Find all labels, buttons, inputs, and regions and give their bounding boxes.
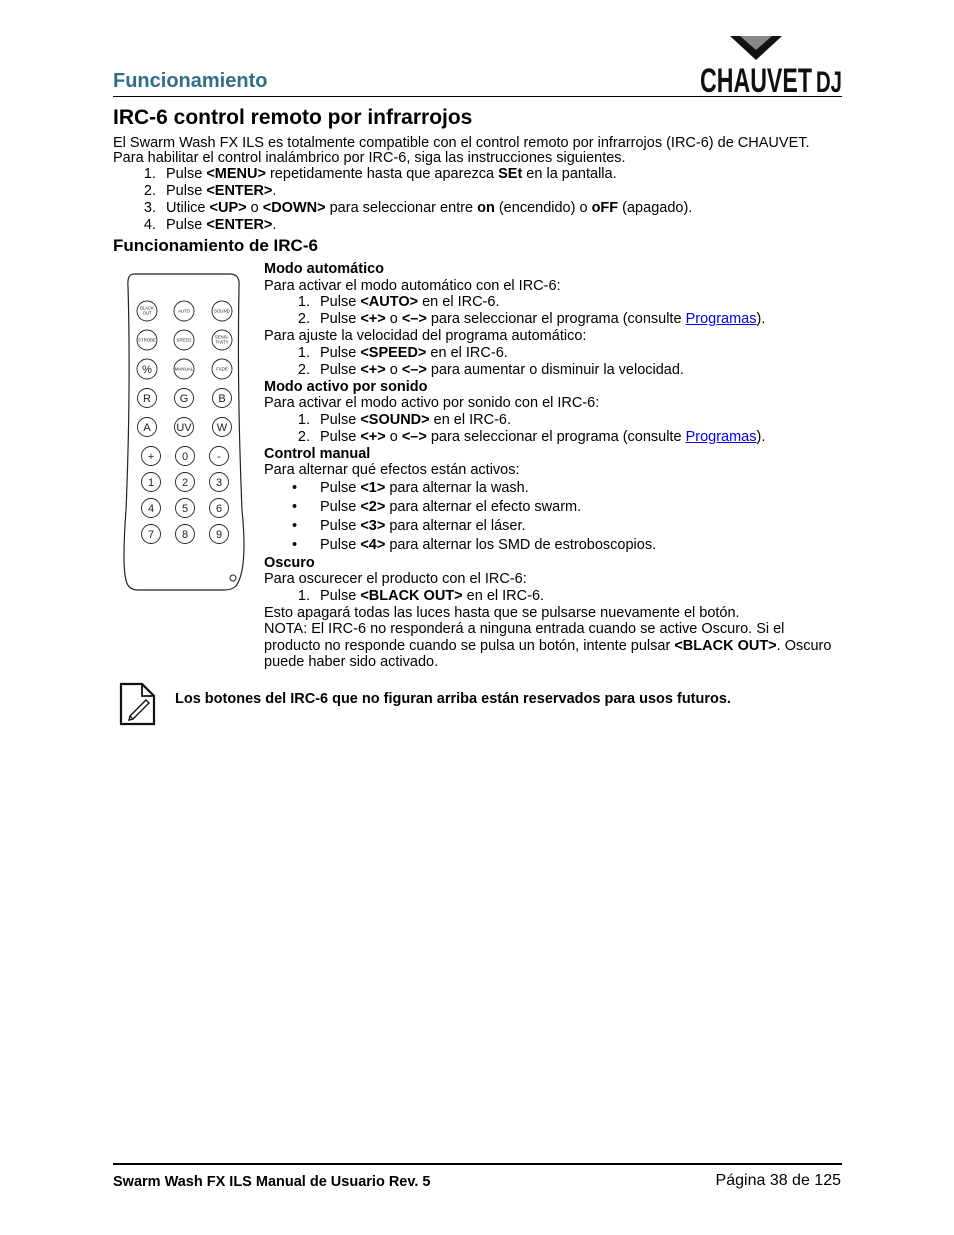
- list-item: [292, 412, 844, 429]
- list-item: [292, 429, 844, 446]
- remote-key-label: 5: [181, 503, 189, 515]
- note-pencil-icon: [118, 682, 158, 726]
- page-title: IRC-6 control remoto por infrarrojos: [113, 106, 473, 129]
- bullet-text: Pulse <2> para alternar el efecto swarm.: [320, 498, 582, 515]
- programas-link[interactable]: Programas: [685, 311, 757, 327]
- subtitle: Funcionamiento de IRC-6: [113, 236, 318, 255]
- step-number: 1.: [297, 411, 310, 428]
- step-number: 1.: [297, 294, 310, 310]
- remote-key-label: SENSI-TIVITY: [215, 334, 229, 345]
- remote-key-label: STROBE: [137, 337, 157, 343]
- irc6-operation-content: [264, 261, 844, 671]
- programas-link[interactable]: Programas: [685, 428, 757, 445]
- remote-key-label: R: [143, 393, 151, 405]
- list-item: [264, 498, 844, 517]
- remote-key-label: A: [143, 422, 151, 434]
- logo-dj: DJ: [816, 66, 842, 96]
- bullet: •: [292, 517, 298, 534]
- footer-page-number: Página 38 de 125: [715, 1172, 841, 1189]
- remote-key-label: SPEED: [176, 337, 192, 343]
- step-number: 2.: [143, 183, 156, 199]
- list-item: [292, 294, 844, 311]
- chauvet-dj-logo: [670, 34, 844, 96]
- remote-key-label: MANUAL: [174, 366, 194, 372]
- manual-bullets: [264, 479, 844, 555]
- list-item: [138, 217, 838, 234]
- step-text: Pulse <+> o <–> para seleccionar el programa (consulte Programas).: [320, 428, 766, 445]
- list-item: [292, 345, 844, 362]
- step-text: Pulse <AUTO> en el IRC-6.: [320, 294, 500, 310]
- remote-key-label: -: [217, 451, 221, 463]
- manual-heading: Control manual: [264, 445, 371, 462]
- dark-paragraph: Esto apagará todas las luces hasta que se pulsarse nuevamente el botón.: [264, 604, 740, 621]
- remote-key-label: 0: [181, 451, 189, 463]
- step-text: Utilice <UP> o <DOWN> para seleccionar entre on (encendido) o oFF (apagado).: [166, 200, 693, 216]
- remote-key-label: AUTO: [177, 308, 191, 314]
- bullet-text: Pulse <4> para alternar los SMD de estroboscopios.: [320, 536, 657, 553]
- sound-intro: Para activar el modo activo por sonido con el IRC-6:: [264, 395, 600, 411]
- auto-intro: Para activar el modo automático con el IRC-6:: [264, 277, 561, 294]
- step-number: 4.: [143, 217, 156, 233]
- dark-heading: Oscuro: [264, 554, 315, 571]
- auto-speed-intro: Para ajuste la velocidad del programa automático:: [264, 328, 587, 344]
- step-text: Pulse <+> o <–> para seleccionar el programa (consulte Programas).: [320, 311, 766, 327]
- header-rule: [113, 96, 842, 97]
- step-text: Pulse <SOUND> en el IRC-6.: [320, 411, 512, 428]
- footer-rule: [113, 1163, 842, 1165]
- step-text: Pulse <ENTER>.: [166, 217, 277, 233]
- remote-key-label: %: [142, 364, 152, 376]
- remote-key-label: 8: [181, 529, 189, 541]
- bullet-text: Pulse <1> para alternar la wash.: [320, 479, 529, 496]
- remote-key-label: 4: [147, 503, 155, 515]
- remote-key-label: UV: [176, 422, 192, 434]
- bullet: •: [292, 479, 298, 496]
- step-number: 1.: [143, 166, 156, 182]
- step-text: Pulse <BLACK OUT> en el IRC-6.: [320, 587, 545, 604]
- remote-key-label: 7: [147, 529, 155, 541]
- remote-key-label: +: [147, 451, 155, 463]
- auto-speed-steps: [292, 345, 844, 379]
- setup-steps: [138, 166, 838, 234]
- step-text: Pulse <ENTER>.: [166, 183, 277, 199]
- remote-key-label: 9: [215, 529, 223, 541]
- remote-key-label: 3: [215, 477, 223, 489]
- sound-steps: [292, 412, 844, 446]
- remote-key-label: 6: [215, 503, 223, 515]
- list-item: [264, 479, 844, 498]
- step-text: Pulse <MENU> repetidamente hasta que aparezca SEt en la pantalla.: [166, 166, 617, 182]
- bullet-text: Pulse <3> para alternar el láser.: [320, 517, 526, 534]
- step-number: 2.: [297, 361, 310, 378]
- remote-key-label: FADE: [216, 366, 228, 372]
- footer-manual-title: Swarm Wash FX ILS Manual de Usuario Rev. 5: [113, 1174, 431, 1190]
- list-item: [292, 588, 844, 605]
- step-text: Pulse <+> o <–> para aumentar o disminuir la velocidad.: [320, 361, 684, 378]
- manual-intro: Para alternar qué efectos están activos:: [264, 462, 520, 478]
- remote-key-label: 1: [147, 477, 155, 489]
- logo-wordmark: CHAUVET: [700, 62, 813, 96]
- remote-key-label: 2: [181, 477, 189, 489]
- list-item: [138, 183, 838, 200]
- step-number: 3.: [143, 200, 156, 216]
- section-title: Funcionamiento: [113, 70, 268, 92]
- intro-paragraph: El Swarm Wash FX ILS es totalmente compatible con el control remoto por infrarrojos (IRC-6) de CHAUVET. Para habilitar el control inalámbrico por IRC-6, siga las instrucciones siguientes.: [113, 135, 810, 166]
- list-item: [264, 536, 844, 555]
- step-number: 1.: [297, 344, 310, 361]
- remote-key-label: W: [216, 422, 228, 434]
- auto-steps: [292, 294, 844, 328]
- dark-steps: [292, 588, 844, 605]
- remote-key-label: BLACK OUT: [140, 305, 154, 316]
- step-number: 2.: [297, 311, 310, 327]
- list-item: [138, 166, 838, 183]
- step-text: Pulse <SPEED> en el IRC-6.: [320, 344, 508, 361]
- dark-intro: Para oscurecer el producto con el IRC-6:: [264, 571, 527, 587]
- irc6-remote-illustration: [118, 270, 252, 594]
- remote-key-label: SOUND: [214, 308, 230, 314]
- step-number: 2.: [297, 428, 310, 445]
- list-item: [264, 517, 844, 536]
- remote-key-label: G: [179, 393, 189, 405]
- bullet: •: [292, 536, 298, 553]
- list-item: [292, 311, 844, 328]
- step-number: 1.: [297, 587, 310, 604]
- dark-note: NOTA: El IRC-6 no responderá a ninguna entrada cuando se active Oscuro. Si el producto no responde cuando se pulsa un botón, intente pulsar <BLACK OUT>. Oscuro puede haber sido activado.: [264, 621, 832, 670]
- sound-heading: Modo activo por sonido: [264, 378, 428, 395]
- remote-key-label: B: [218, 393, 226, 405]
- list-item: [138, 200, 838, 217]
- auto-heading: Modo automático: [264, 261, 385, 277]
- bullet: •: [292, 498, 298, 515]
- note-text: Los botones del IRC-6 que no figuran arriba están reservados para usos futuros.: [175, 691, 731, 707]
- list-item: [292, 362, 844, 379]
